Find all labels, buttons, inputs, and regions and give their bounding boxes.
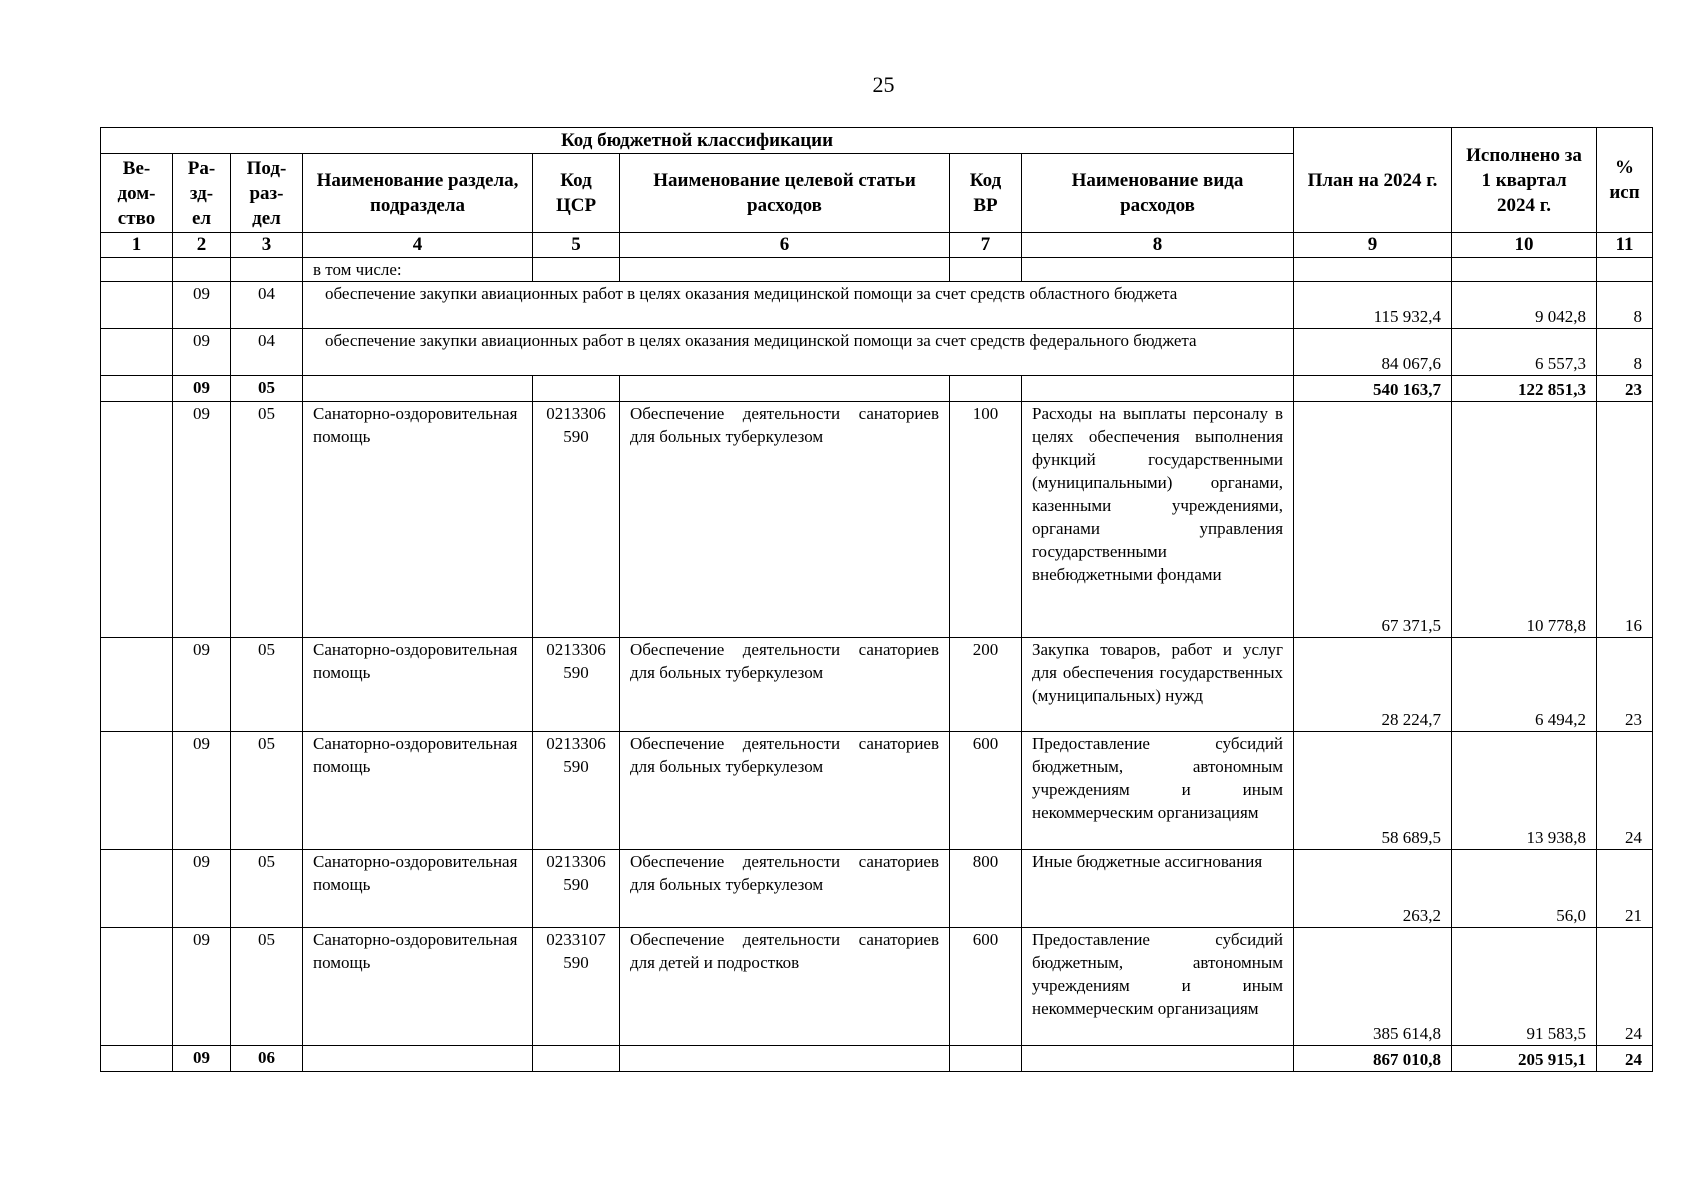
vr-cell: 200 xyxy=(950,638,1022,732)
header-row-group xyxy=(101,128,1653,154)
column-number: 5 xyxy=(533,233,620,258)
column-number: 1 xyxy=(101,233,173,258)
column-number: 8 xyxy=(1022,233,1294,258)
column-number: 10 xyxy=(1452,233,1597,258)
plan-cell: 67 371,5 xyxy=(1294,402,1452,638)
kind-name-cell: Предоставление субсидий бюджетным, автономным учреждениям и иным некоммерческим организациям xyxy=(1022,928,1294,1046)
header-podrazdel: Под-раз-дел xyxy=(231,154,303,233)
done-cell: 56,0 xyxy=(1452,850,1597,928)
column-number: 9 xyxy=(1294,233,1452,258)
podrazdel-cell: 05 xyxy=(231,928,303,1046)
csr-cell: 0213306590 xyxy=(533,732,620,850)
pct-cell: 23 xyxy=(1597,638,1653,732)
podrazdel-cell: 04 xyxy=(231,329,303,376)
pct-cell: 21 xyxy=(1597,850,1653,928)
podrazdel-cell: 05 xyxy=(231,376,303,402)
csr-cell: 0213306590 xyxy=(533,850,620,928)
header-done: Исполнено за 1 квартал 2024 г. xyxy=(1452,128,1597,233)
table-row xyxy=(101,928,1653,1046)
razdel-cell: 09 xyxy=(173,376,231,402)
table-row xyxy=(101,282,1653,329)
pct-cell: 24 xyxy=(1597,1046,1653,1072)
pct-cell: 24 xyxy=(1597,732,1653,850)
page-number: 25 xyxy=(872,72,895,97)
column-number: 3 xyxy=(231,233,303,258)
section-name-cell: Санаторно-оздоровительная помощь xyxy=(303,732,533,850)
vr-cell: 100 xyxy=(950,402,1022,638)
sub-item-text: обеспечение закупки авиационных работ в целях оказания медицинской помощи за счет средств областного бюджета xyxy=(303,282,1294,329)
header-csr: Код ЦСР xyxy=(533,154,620,233)
razdel-cell: 09 xyxy=(173,732,231,850)
plan-cell: 540 163,7 xyxy=(1294,376,1452,402)
column-number: 4 xyxy=(303,233,533,258)
done-cell: 122 851,3 xyxy=(1452,376,1597,402)
kind-name-cell: Закупка товаров, работ и услуг для обеспечения государственных (муниципальных) нужд xyxy=(1022,638,1294,732)
pct-cell: 23 xyxy=(1597,376,1653,402)
plan-cell: 115 932,4 xyxy=(1294,282,1452,329)
section-name-cell: Санаторно-оздоровительная помощь xyxy=(303,928,533,1046)
vr-cell: 600 xyxy=(950,732,1022,850)
done-cell: 6 494,2 xyxy=(1452,638,1597,732)
razdel-cell: 09 xyxy=(173,1046,231,1072)
plan-cell: 28 224,7 xyxy=(1294,638,1452,732)
razdel-cell: 09 xyxy=(173,850,231,928)
column-number: 7 xyxy=(950,233,1022,258)
budget-table xyxy=(100,127,1653,1072)
podrazdel-cell: 05 xyxy=(231,638,303,732)
podrazdel-cell: 05 xyxy=(231,732,303,850)
csr-cell: 0213306590 xyxy=(533,638,620,732)
pct-cell: 16 xyxy=(1597,402,1653,638)
target-name-cell: Обеспечение деятельности санаториев для больных туберкулезом xyxy=(620,638,950,732)
table-row xyxy=(101,402,1653,638)
done-cell: 10 778,8 xyxy=(1452,402,1597,638)
podrazdel-cell: 04 xyxy=(231,282,303,329)
table-row xyxy=(101,258,1653,282)
pct-cell: 8 xyxy=(1597,329,1653,376)
csr-cell: 0233107590 xyxy=(533,928,620,1046)
table-row xyxy=(101,732,1653,850)
done-cell: 6 557,3 xyxy=(1452,329,1597,376)
razdel-cell: 09 xyxy=(173,329,231,376)
header-group-title: Код бюджетной классификации xyxy=(101,128,1294,154)
header-plan: План на 2024 г. xyxy=(1294,128,1452,233)
target-name-cell: Обеспечение деятельности санаториев для больных туберкулезом xyxy=(620,850,950,928)
vr-cell: 600 xyxy=(950,928,1022,1046)
plan-cell: 263,2 xyxy=(1294,850,1452,928)
table-row xyxy=(101,638,1653,732)
podrazdel-cell: 05 xyxy=(231,402,303,638)
header-razdel: Ра-зд-ел xyxy=(173,154,231,233)
razdel-cell: 09 xyxy=(173,638,231,732)
target-name-cell: Обеспечение деятельности санаториев для больных туберкулезом xyxy=(620,402,950,638)
done-cell: 205 915,1 xyxy=(1452,1046,1597,1072)
pct-cell: 24 xyxy=(1597,928,1653,1046)
done-cell: 91 583,5 xyxy=(1452,928,1597,1046)
vr-cell: 800 xyxy=(950,850,1022,928)
header-pct: % исп xyxy=(1597,128,1653,233)
section-name-cell: Санаторно-оздоровительная помощь xyxy=(303,402,533,638)
plan-cell: 84 067,6 xyxy=(1294,329,1452,376)
done-cell: 13 938,8 xyxy=(1452,732,1597,850)
sub-item-text: обеспечение закупки авиационных работ в целях оказания медицинской помощи за счет средств федерального бюджета xyxy=(303,329,1294,376)
header-vr: Код ВР xyxy=(950,154,1022,233)
total-row xyxy=(101,1046,1653,1072)
podrazdel-cell: 05 xyxy=(231,850,303,928)
kind-name-cell: Расходы на выплаты персоналу в целях обеспечения выполнения функций государственными (муниципальными) органами, казенными учреждениями, органами управления государственными внебюджетными фондами xyxy=(1022,402,1294,638)
kind-name-cell: Иные бюджетные ассигнования xyxy=(1022,850,1294,928)
including-label: в том числе: xyxy=(303,258,533,282)
done-cell: 9 042,8 xyxy=(1452,282,1597,329)
plan-cell: 385 614,8 xyxy=(1294,928,1452,1046)
razdel-cell: 09 xyxy=(173,928,231,1046)
column-number: 2 xyxy=(173,233,231,258)
column-number: 6 xyxy=(620,233,950,258)
kind-name-cell: Предоставление субсидий бюджетным, автономным учреждениям и иным некоммерческим организациям xyxy=(1022,732,1294,850)
table-row xyxy=(101,850,1653,928)
podrazdel-cell: 06 xyxy=(231,1046,303,1072)
section-name-cell: Санаторно-оздоровительная помощь xyxy=(303,850,533,928)
plan-cell: 58 689,5 xyxy=(1294,732,1452,850)
csr-cell: 0213306590 xyxy=(533,402,620,638)
target-name-cell: Обеспечение деятельности санаториев для детей и подростков xyxy=(620,928,950,1046)
plan-cell: 867 010,8 xyxy=(1294,1046,1452,1072)
header-vedomstvo: Ве-дом-ство xyxy=(101,154,173,233)
razdel-cell: 09 xyxy=(173,282,231,329)
header-kind-name: Наименование вида расходов xyxy=(1022,154,1294,233)
column-number: 11 xyxy=(1597,233,1653,258)
razdel-cell: 09 xyxy=(173,402,231,638)
pct-cell: 8 xyxy=(1597,282,1653,329)
header-target-name: Наименование целевой статьи расходов xyxy=(620,154,950,233)
header-section-name: Наименование раздела, подраздела xyxy=(303,154,533,233)
column-number-row xyxy=(101,233,1653,258)
table-row xyxy=(101,329,1653,376)
section-name-cell: Санаторно-оздоровительная помощь xyxy=(303,638,533,732)
total-row xyxy=(101,376,1653,402)
target-name-cell: Обеспечение деятельности санаториев для больных туберкулезом xyxy=(620,732,950,850)
